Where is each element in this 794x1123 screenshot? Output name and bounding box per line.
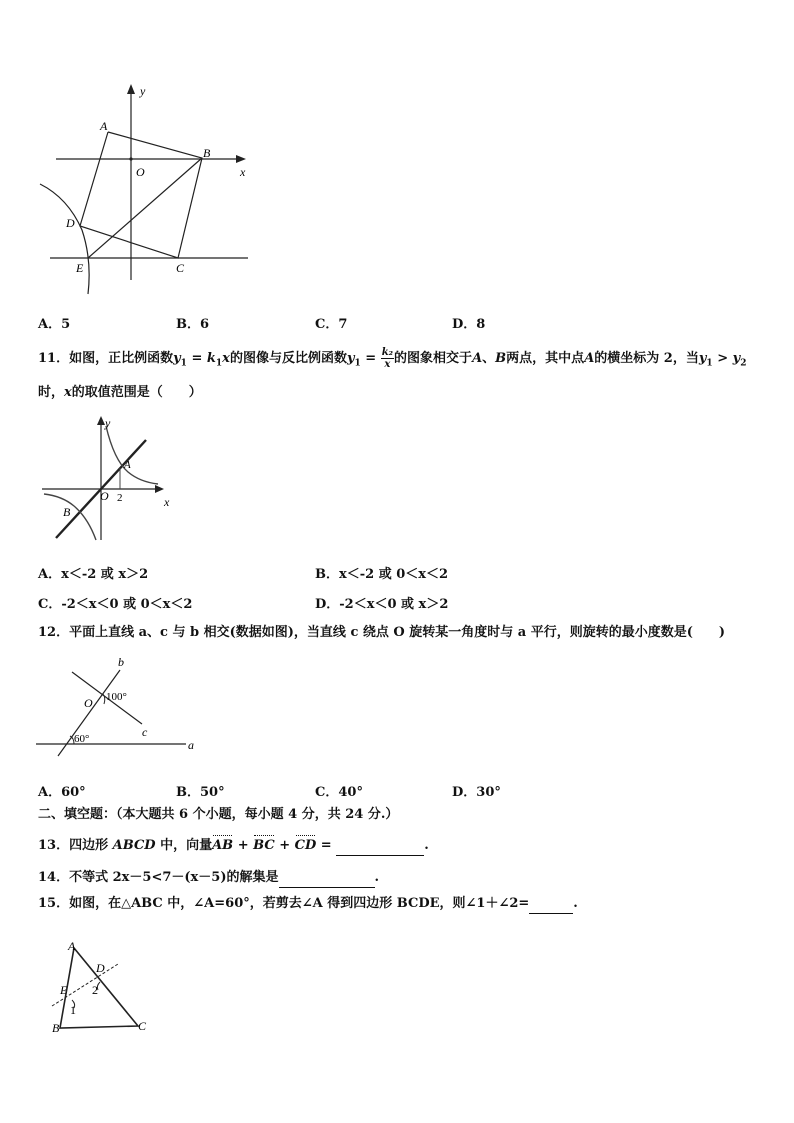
q11-fraction <box>381 347 394 370</box>
q11-number: 11． <box>38 351 70 366</box>
q13-answer-blank[interactable] <box>336 837 424 856</box>
q15-label-1: 1 <box>70 1003 76 1017</box>
q11-sep: 、 <box>482 351 496 366</box>
q10-y-arrow <box>127 84 135 94</box>
q12-label-60: 60° <box>74 733 90 745</box>
q11-text-c: 的图象相交于 <box>394 351 473 366</box>
q13-vector-cd: CD <box>294 838 317 853</box>
q10-label-o: O <box>136 165 145 179</box>
q12-stem: 12．平面上直线 a、c 与 b 相交(数据如图)，当直线 c 绕点 O 旋转某一角度时与 a 平行，则旋转的最小度数是( ) <box>38 625 726 640</box>
q11-f2-sub: 1 <box>354 358 361 369</box>
q11-line2-a: 时， <box>38 385 65 400</box>
q10-option-b: B．6 <box>176 317 210 332</box>
q11-label-a: A <box>124 459 131 471</box>
q11-label-x: x <box>164 495 170 509</box>
q10-label-a: A <box>100 119 108 133</box>
q10-label-y: y <box>140 84 146 98</box>
q11-stem-line1 <box>38 347 746 373</box>
q11-ineq-y1-sub: 1 <box>706 358 713 369</box>
q10-option-a: A．5 <box>38 317 71 332</box>
q10-label-b: B <box>203 146 211 160</box>
q10-segment-eb <box>88 158 202 258</box>
q11-pt-b: B <box>495 351 507 366</box>
q11-text-a: 如图，正比例函数 <box>69 351 174 366</box>
q15-label-c: C <box>138 1019 147 1033</box>
q13-vector-ab: AB <box>212 838 234 853</box>
q11-option-a: A．x＜-2 或 x＞2 <box>38 567 149 582</box>
q11-ineq-y1: y <box>698 351 707 366</box>
q11-f1-k: k <box>206 351 216 366</box>
q11-line2-b: 的取值范围是（ ） <box>71 385 202 400</box>
q12-label-c: c <box>142 725 148 739</box>
q13-plus2: + <box>274 838 295 853</box>
q15-figure <box>46 934 166 1039</box>
q11-option-b: B．x＜-2 或 0＜x＜2 <box>315 567 449 582</box>
q10-label-x: x <box>240 165 246 179</box>
q14-end: . <box>374 870 380 885</box>
q15-answer-blank[interactable] <box>529 895 573 914</box>
q10-hyperbola <box>40 184 89 294</box>
q11-label-o: O <box>100 489 109 503</box>
q11-f2-eq: = <box>360 351 381 366</box>
q11-figure <box>38 412 188 547</box>
q11-pt-a2: A <box>584 351 595 366</box>
q13-vector-bc: BC <box>253 838 275 853</box>
q15-end: . <box>573 896 578 911</box>
q15-label-2: 2 <box>92 983 98 997</box>
q12-figure <box>30 652 210 762</box>
q10-label-c: C <box>176 261 185 275</box>
q13-end: . <box>424 838 429 853</box>
q15-label-b: B <box>52 1021 60 1035</box>
q12-option-c: C．40° <box>315 785 363 800</box>
q11-ineq-gt: > <box>712 351 733 366</box>
q10-option-d: D．8 <box>452 317 486 332</box>
q11-frac-den: x <box>384 359 391 370</box>
q11-label-y: y <box>105 416 111 430</box>
q12-option-d: D．30° <box>452 785 501 800</box>
q11-ineq-y2: y <box>732 351 741 366</box>
q10-label-d: D <box>66 216 75 230</box>
q14-stem <box>38 869 379 888</box>
q11-stem-line2 <box>38 384 202 402</box>
q15-label-d: D <box>96 961 105 975</box>
q11-ineq-y2-sub: 2 <box>740 358 747 369</box>
q13-text-a: 13．四边形 <box>38 838 113 853</box>
q10-figure <box>30 80 260 300</box>
q11-y-arrow <box>97 416 105 425</box>
q12-option-a: A．60° <box>38 785 86 800</box>
section-title: 二、填空题：（本大题共 6 个小题，每小题 4 分，共 24 分.） <box>38 807 399 822</box>
q10-label-e: E <box>76 261 84 275</box>
q14-answer-blank[interactable] <box>279 869 375 888</box>
q15-label-a: A <box>68 939 76 953</box>
q11-f2-lhs: y <box>346 351 355 366</box>
q12-label-a: a <box>188 738 194 752</box>
q15-label-e: E <box>60 983 68 997</box>
q10-x-arrow <box>236 155 246 163</box>
q13-text-b: 中，向量 <box>155 838 213 853</box>
q13-stem <box>38 837 429 856</box>
q11-f1-sub: 1 <box>180 358 187 369</box>
q12-label-100: 100° <box>106 691 127 703</box>
q11-x-arrow <box>155 485 164 493</box>
q13-eq: = <box>316 838 337 853</box>
q12-label-b: b <box>118 655 124 669</box>
q15-stem <box>38 895 578 914</box>
q11-f1-ksub: 1 <box>215 358 223 369</box>
q11-pt-a: A <box>472 351 483 366</box>
q10-option-c: C．7 <box>315 317 348 332</box>
q11-option-c: C．-2＜x＜0 或 0＜x＜2 <box>38 597 193 612</box>
q13-quad: ABCD <box>112 838 156 853</box>
q10-parallelogram <box>80 132 202 258</box>
q10-point-o <box>129 157 132 160</box>
q11-text-d: 两点，其中点 <box>506 351 585 366</box>
q13-plus1: + <box>233 838 254 853</box>
q15-text: 15．如图，在△ABC 中，∠A=60°，若剪去∠A 得到四边形 BCDE，则∠1＋∠2= <box>38 896 530 911</box>
q12-label-o: O <box>84 696 93 710</box>
q11-option-d: D．-2＜x＜0 或 x＞2 <box>315 597 449 612</box>
q11-f1-lhs: y <box>173 351 181 366</box>
q11-line2-x: x <box>64 385 72 400</box>
q11-text-b: 的图像与反比例函数 <box>229 351 347 366</box>
q11-f1-x: x <box>222 351 230 366</box>
q11-frac-num: k₂ <box>381 347 394 358</box>
q11-label-2: 2 <box>117 492 123 504</box>
q12-option-b: B．50° <box>176 785 225 800</box>
q11-f1-eq: = <box>186 351 207 366</box>
q11-text-e: 的横坐标为 2，当 <box>594 351 699 366</box>
q14-text: 14．不等式 2x－5<7－(x－5)的解集是 <box>38 870 279 885</box>
q11-label-b: B <box>63 505 71 519</box>
